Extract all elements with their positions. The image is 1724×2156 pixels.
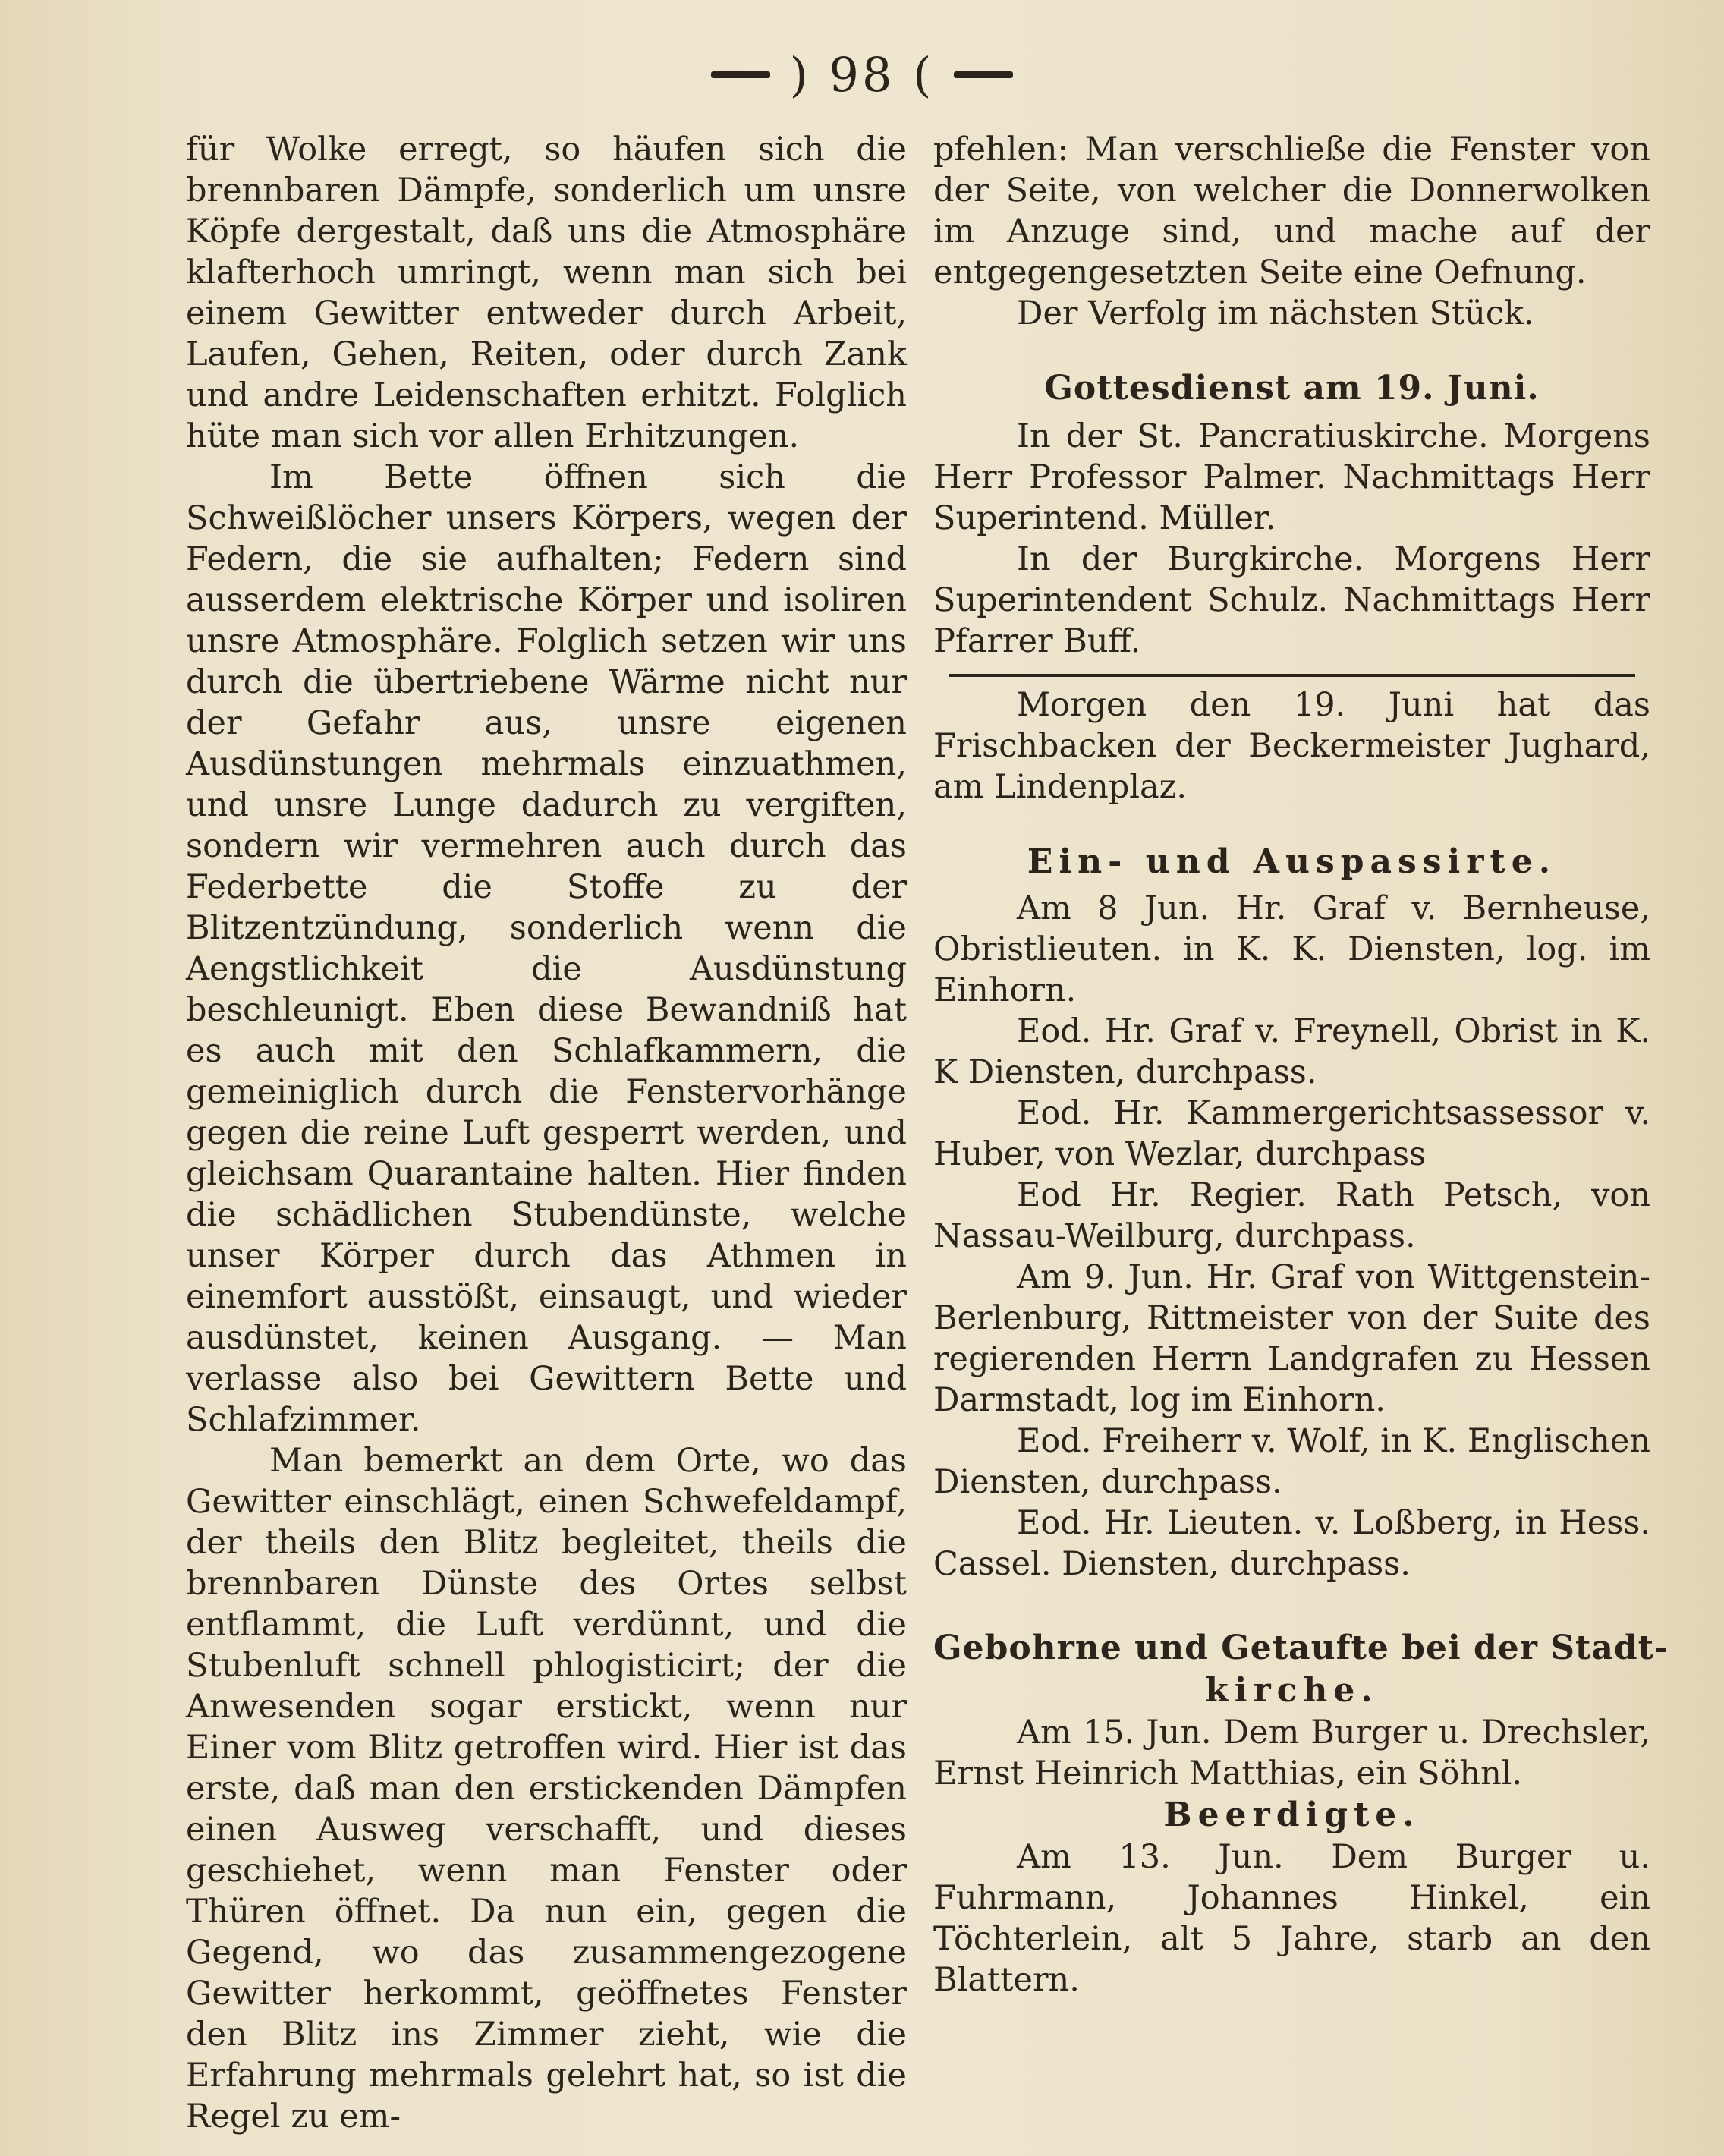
continuation-note: Der Verfolg im nächsten Stück. bbox=[1017, 294, 1534, 332]
traveler-entry: Eod. Hr. Kammergerichtsassessor v. Huber, von Wezlar, durchpass bbox=[933, 1094, 1650, 1173]
burials-heading: Beerdigte. bbox=[1163, 1796, 1420, 1834]
header-dash-left bbox=[711, 71, 770, 78]
traveler-entry: Eod. Hr. Lieuten. v. Loßberg, in Hess. Cassel. Diensten, durchpass. bbox=[933, 1504, 1650, 1583]
left-paragraph-1: für Wolke erregt, so häufen sich die brennbaren Dämpfe, sonderlich um unsre Köpfe dergestalt, daß uns die Atmosphäre klafterhoch umringt, wenn man sich bei einem Gewitter entweder durch Arbeit, Laufen, Gehen, Reiten, oder durch Zank und andre Leidenschaften erhitzt. Folglich hüte man sich vor allen Erhitzungen. bbox=[186, 131, 907, 455]
page-number: ) 98 ( bbox=[789, 46, 935, 102]
traveler-entry: Eod. Freiherr v. Wolf, in K. Englischen Diensten, durchpass. bbox=[933, 1422, 1650, 1501]
left-column bbox=[186, 129, 907, 2137]
traveler-entry: Am 9. Jun. Hr. Graf von Wittgenstein-Berlenburg, Rittmeister von der Suite des regierenden Herrn Landgrafen zu Hessen Darmstadt, log im Einhorn. bbox=[933, 1258, 1650, 1419]
traveler-entry: Eod. Hr. Graf v. Freynell, Obrist in K. K Diensten, durchpass. bbox=[933, 1012, 1650, 1091]
service-entry: In der Burgkirche. Morgens Herr Superintendent Schulz. Nachmittags Herr Pfarrer Buff. bbox=[933, 540, 1650, 660]
traveler-entry: Eod Hr. Regier. Rath Petsch, von Nassau-Weilburg, durchpass. bbox=[933, 1176, 1650, 1255]
service-heading: Gottesdienst am 19. Juni. bbox=[1044, 369, 1540, 408]
births-heading-line-2: kirche. bbox=[1205, 1671, 1379, 1710]
page-header bbox=[0, 44, 1724, 105]
travelers-heading: Ein- und Auspassirte. bbox=[1027, 842, 1557, 881]
bakery-notice: Morgen den 19. Juni hat das Frischbacken der Beckermeister Jughard, am Lindenplaz. bbox=[933, 686, 1650, 806]
traveler-entry: Am 8 Jun. Hr. Graf v. Bernheuse, Obristlieuten. in K. K. Diensten, log. im Einhorn. bbox=[933, 889, 1650, 1009]
left-paragraph-2: Im Bette öffnen sich die Schweißlöcher unsers Körpers, wegen der Federn, die sie aufhalten; Federn sind ausserdem elektrische Körper und isoliren unsre Atmosphäre. Folglich setzen wir uns durch die übertriebene Wärme nicht nur der Gefahr aus, unsre eigenen Ausdünstungen mehrmals einzuathmen, und unsre Lunge dadurch zu vergiften, sondern wir vermehren auch durch das Federbette die Stoffe zu der Blitzentzündung, sonderlich wenn die Aengstlichkeit die Ausdünstung beschleunigt. Eben diese Bewandniß hat es auch mit den Schlafkammern, die gemeiniglich durch die Fenstervorhänge gegen die reine Luft gesperrt werden, und gleichsam Quarantaine halten. Hier finden die schädlichen Stubendünste, welche unser Körper durch das Athmen in einemfort ausstößt, einsaugt, und wieder ausdünstet, keinen Ausgang. — Man verlasse also bei Gewittern Bette und Schlafzimmer. bbox=[186, 458, 907, 1439]
right-column bbox=[933, 129, 1669, 2000]
births-heading bbox=[933, 1627, 1669, 1712]
births-entry: Am 15. Jun. Dem Burger u. Drechsler, Ernst Heinrich Matthias, ein Söhnl. bbox=[933, 1714, 1650, 1792]
left-paragraph-3: Man bemerkt an dem Orte, wo das Gewitter einschlägt, einen Schwefeldampf, der theils den Blitz begleitet, theils die brennbaren Dünste des Ortes selbst entflammt, die Luft verdünnt, und die Stubenluft schnell phlogisticirt; der die Anwesenden sogar erstickt, wenn nur Einer vom Blitz getroffen wird. Hier ist das erste, daß man den erstickenden Dämpfen einen Ausweg verschafft, und dieses geschiehet, wenn man Fenster oder Thüren öffnet. Da nun ein, gegen die Gegend, wo das zusammengezogene Gewitter herkommt, geöffnetes Fenster den Blitz ins Zimmer zieht, wie die Erfahrung mehrmals gelehrt hat, so ist die Regel zu em- bbox=[186, 1442, 907, 2136]
right-intro-paragraph: pfehlen: Man verschließe die Fenster von der Seite, von welcher die Donnerwolken im Anzuge sind, und mache auf der entgegengesetzten Seite eine Oefnung. bbox=[933, 131, 1650, 291]
births-heading-line-1: Gebohrne und Getaufte bei der Stadt- bbox=[933, 1629, 1669, 1667]
service-entry: In der St. Pancratiuskirche. Morgens Herr Professor Palmer. Nachmittags Herr Superintend. Müller. bbox=[933, 417, 1650, 537]
header-dash-right bbox=[954, 71, 1013, 78]
burials-entry: Am 13. Jun. Dem Burger u. Fuhrmann, Johannes Hinkel, ein Töchterlein, alt 5 Jahre, starb an den Blattern. bbox=[933, 1838, 1650, 1999]
section-divider bbox=[949, 674, 1635, 677]
